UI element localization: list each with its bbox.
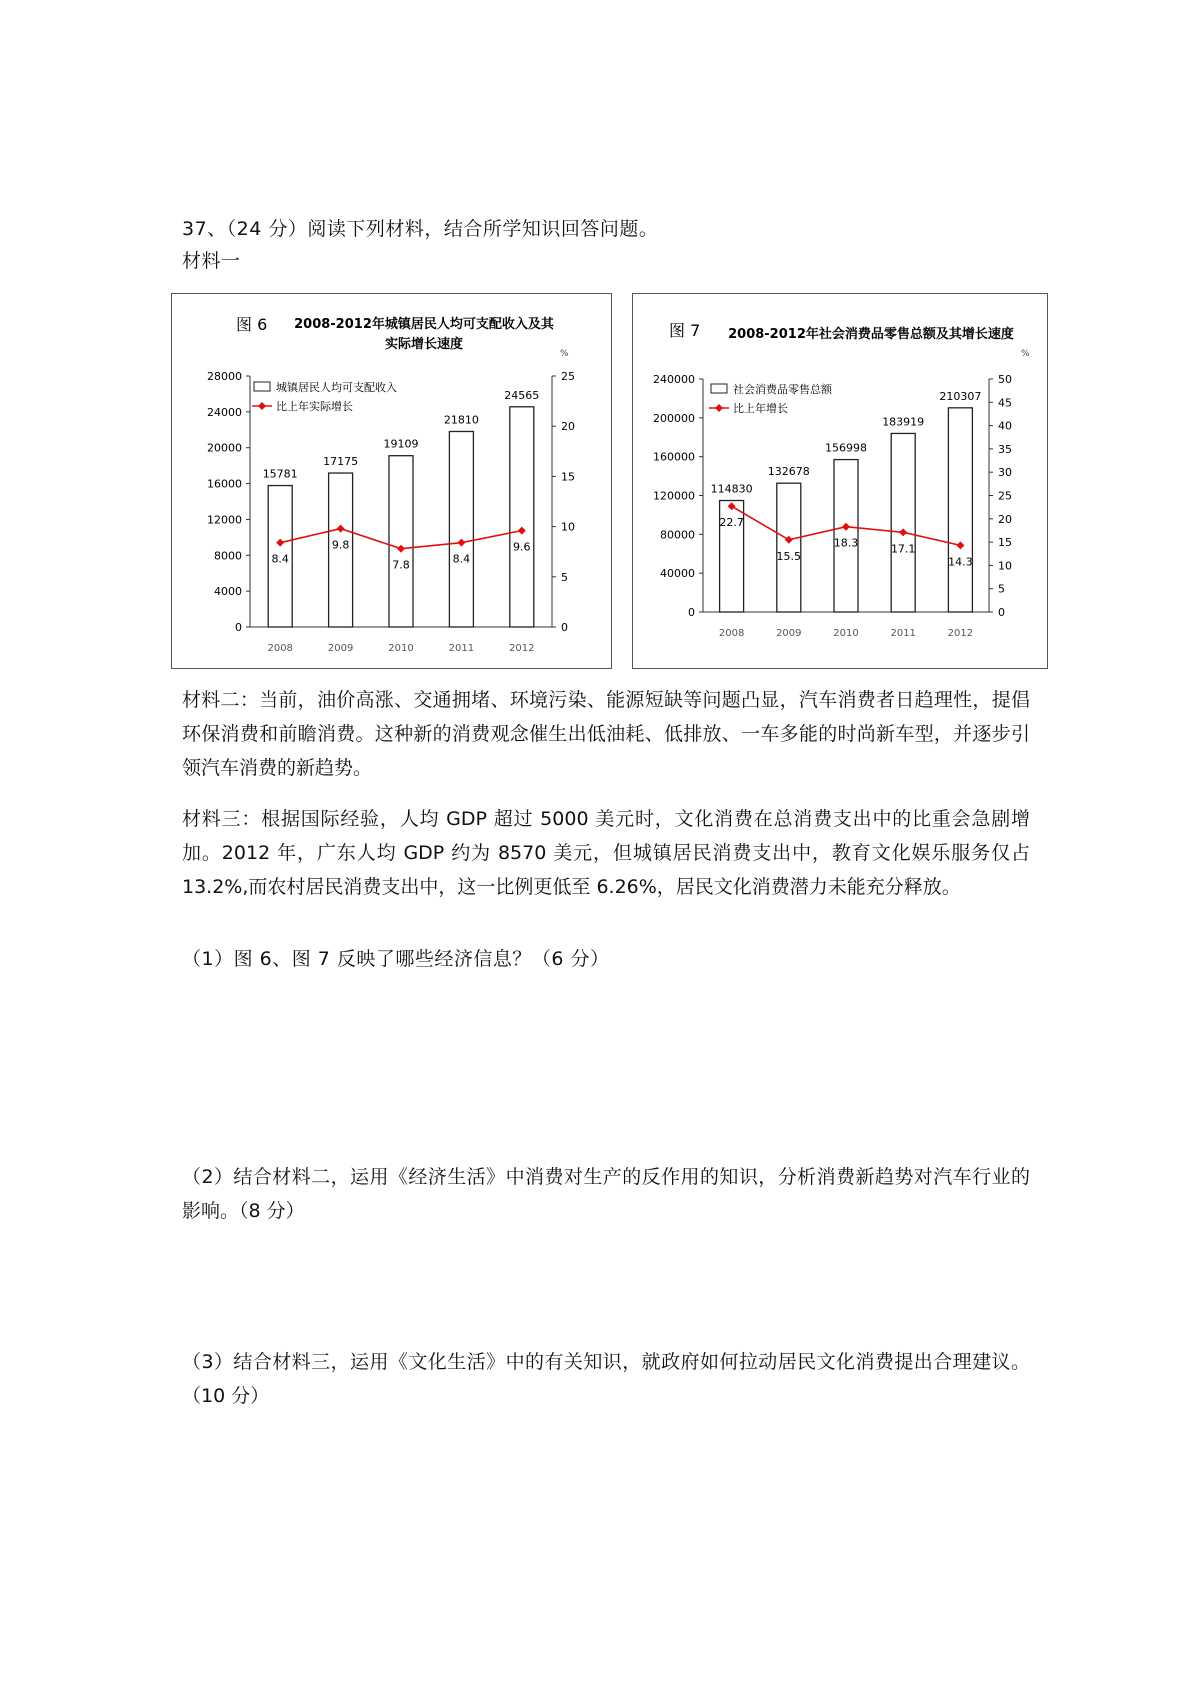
figure-6-x-tick-label: 2011	[448, 643, 475, 654]
figure-6-right-tick-label: 0	[561, 621, 568, 634]
figure-7-left-tick-label: 40000	[660, 567, 695, 581]
figure-6-left-tick-label: 28000	[207, 370, 242, 383]
figure-7-legend-bar-label: 社会消费品零售总额	[733, 383, 832, 396]
figure-7-x-tick-label: 2008	[718, 628, 745, 639]
figure-7-growth-value-label: 17.1	[890, 542, 916, 556]
figure-7-bar-value-label: 114830	[710, 482, 753, 496]
figure-7-right-tick-label: 35	[998, 442, 1012, 456]
material1-label: 材料一	[182, 250, 241, 272]
figure-7-right-tick-label: 5	[998, 582, 1005, 596]
figure-7-right-tick-label: 45	[998, 396, 1012, 410]
figure-6-bar	[510, 407, 534, 627]
figure-6-left-tick-label: 8000	[214, 549, 242, 563]
figure-6-chart	[171, 293, 612, 669]
figure-7-right-tick-label: 50	[998, 373, 1012, 386]
figure-6-left-tick-label: 4000	[214, 585, 242, 599]
figure-6-right-tick-label: 20	[561, 420, 575, 434]
figure-7-right-tick-label: 0	[998, 606, 1005, 619]
figure-6-right-tick-label: 15	[561, 470, 575, 484]
figure-6-bar-value-label: 15781	[262, 467, 298, 481]
figure-6-growth-value-label: 8.4	[271, 552, 289, 566]
figure-6-growth-value-label: 9.6	[513, 540, 531, 554]
figure-7-growth-value-label: 14.3	[948, 555, 973, 569]
figure-7-legend-line-marker	[715, 404, 723, 412]
figure-6-bar-value-label: 24565	[504, 388, 540, 402]
figure-6-bar	[389, 456, 413, 627]
figure-7-growth-value-label: 22.7	[719, 516, 744, 530]
figure-7-right-tick-label: 25	[998, 489, 1012, 503]
figure-7-x-tick-label: 2009	[776, 628, 802, 639]
figure-6-legend-bar-label: 城镇居民人均可支配收入	[276, 381, 397, 394]
figure-7-bar	[891, 433, 915, 612]
figure-6-right-tick-label: 5	[561, 570, 568, 584]
figure-7-bar-value-label: 156998	[825, 441, 867, 455]
question-3: （3）结合材料三，运用《文化生活》中的有关知识，就政府如何拉动居民文化消费提出合理建议。（10 分）	[182, 1351, 1030, 1407]
figure-7-right-unit: %	[1021, 349, 1030, 359]
figure-7-legend-line-label: 比上年增长	[733, 402, 788, 415]
figure-7-growth-value-label: 15.5	[776, 549, 802, 563]
figure-7-right-tick-label: 15	[998, 536, 1012, 550]
figure-7-x-tick-label: 2012	[947, 628, 974, 639]
material-2: 材料二：当前，油价高涨、交通拥堵、环境污染、能源短缺等问题凸显，汽车消费者日趋理性，提倡环保消费和前瞻消费。这种新的消费观念催生出低油耗、低排放、一车多能的时尚新车型，并逐步引领汽车消费的新趋势。	[182, 689, 1030, 779]
figure-7-left-tick-label: 80000	[660, 528, 695, 542]
figure-6-right-tick-label: 25	[561, 370, 575, 383]
question-1: （1）图 6、图 7 反映了哪些经济信息？（6 分）	[182, 948, 610, 970]
figure-7-label: 图 7	[669, 321, 701, 340]
figure-6-growth-value-label: 9.8	[331, 538, 350, 552]
figure-7-title: 2008-2012年社会消费品零售总额及其增长速度	[728, 327, 1014, 342]
figure-7-left-tick-label: 200000	[653, 411, 695, 425]
figure-7-x-tick-label: 2011	[890, 628, 916, 639]
figure-7-right-tick-label: 40	[998, 419, 1012, 433]
figure-7-bar	[777, 483, 801, 612]
figure-6-growth-value-label: 8.4	[452, 552, 471, 566]
figure-6-title-1: 2008-2012年城镇居民人均可支配收入及其	[294, 317, 554, 332]
figure-6-left-tick-label: 24000	[207, 405, 242, 419]
figure-6-label: 图 6	[236, 315, 268, 334]
figure-7-bar-value-label: 132678	[767, 465, 810, 479]
figure-7-right-tick-label: 20	[998, 512, 1012, 526]
question-2: （2）结合材料二，运用《经济生活》中消费对生产的反作用的知识，分析消费新趋势对汽车行业的影响。（8 分）	[182, 1166, 1030, 1222]
figure-7-x-tick-label: 2010	[833, 628, 859, 639]
figure-6-x-tick-label: 2008	[267, 643, 293, 654]
figure-6-legend	[252, 380, 397, 413]
figure-6-x-tick-label: 2012	[509, 643, 535, 654]
figure-7-left-tick-label: 240000	[653, 373, 695, 386]
figure-6-left-tick-label: 20000	[207, 441, 242, 455]
material-3: 材料三：根据国际经验，人均 GDP 超过 5000 美元时，文化消费在总消费支出中的比重会急剧增加。2012 年，广东人均 GDP 约为 8570 美元，但城镇居民消费支出中，教育文化娱乐服务仅占 13.2%,而农村居民消费支出中，这一比例更低至 6.26%，居民文化消费潜力未能充分释放。	[182, 808, 1030, 898]
figure-6-x-tick-label: 2010	[388, 643, 414, 654]
figure-7-bar	[948, 408, 972, 612]
figure-6-right-unit: %	[560, 349, 569, 359]
figure-6-left-tick-label: 12000	[207, 513, 242, 527]
figure-6-legend-line-label: 比上年实际增长	[276, 400, 353, 413]
figure-6-x-tick-label: 2009	[327, 643, 354, 654]
figure-6-legend-line-marker	[258, 402, 266, 410]
figure-7-left-tick-label: 0	[688, 606, 695, 619]
figure-6-growth-value-label: 7.8	[392, 558, 410, 572]
figure-7-legend-bar-swatch	[711, 384, 727, 393]
question-title: 37、（24 分）阅读下列材料，结合所学知识回答问题。	[182, 218, 659, 240]
figure-6-svg	[172, 294, 611, 668]
figure-6-legend-bar-swatch	[254, 382, 270, 391]
figure-7-svg	[633, 294, 1047, 668]
figure-7-left-tick-label: 160000	[653, 450, 695, 464]
figure-7-bar-value-label: 210307	[939, 389, 982, 403]
figure-6-left-tick-label: 16000	[207, 477, 242, 491]
figure-6-left-tick-label: 0	[235, 621, 242, 634]
figure-6-bar	[449, 431, 473, 627]
figure-7-right-tick-label: 30	[998, 466, 1012, 480]
figure-6-right-tick-label: 10	[561, 520, 575, 534]
figure-7-left-tick-label: 120000	[653, 489, 695, 503]
figure-7-right-tick-label: 10	[998, 559, 1012, 573]
figure-7-chart	[632, 293, 1048, 669]
figure-6-bar-value-label: 19109	[383, 437, 419, 451]
figure-7-legend	[709, 382, 833, 415]
figure-7-growth-value-label: 18.3	[833, 536, 859, 550]
figure-6-bar-value-label: 21810	[443, 413, 479, 427]
figure-7-bar-value-label: 183919	[882, 415, 925, 429]
figure-6-bar-value-label: 17175	[323, 455, 359, 469]
figure-6-title-2: 实际增长速度	[384, 337, 464, 352]
